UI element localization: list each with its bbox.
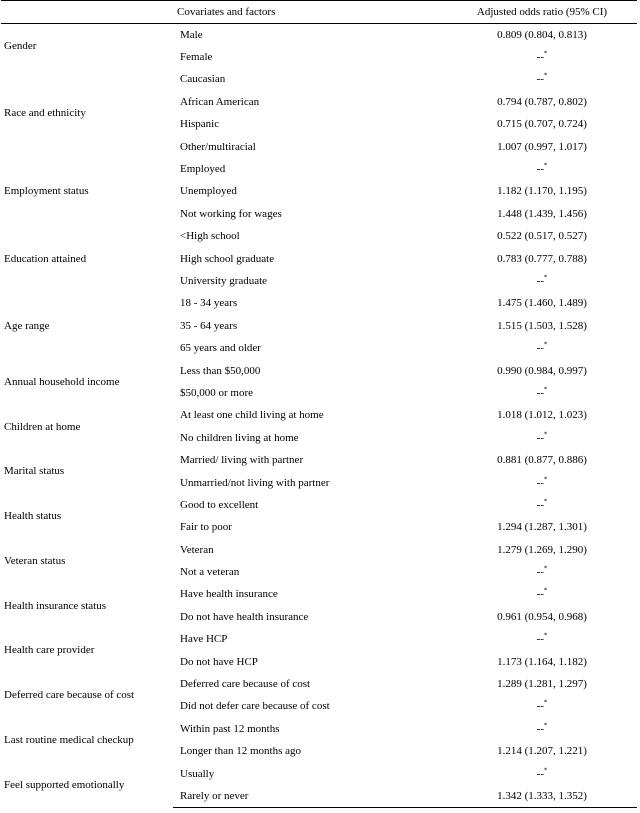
level-label: Have HCP [180,633,228,646]
adjusted-odds-ratio: 0.961 (0.954, 0.968) [497,610,587,623]
table-row [1,494,637,516]
adjusted-odds-ratio: --* [536,698,548,713]
level-label: Longer than 12 months ago [180,745,301,758]
adjusted-odds-ratio: 0.809 (0.804, 0.813) [497,28,587,41]
factor-name: Children at home [4,420,81,433]
factor-name: Race and ethnicity [4,107,86,120]
adjusted-odds-ratio: 0.990 (0.984, 0.997) [497,364,587,377]
factor-name: Gender [4,40,37,53]
adjusted-odds-ratio: --* [536,586,548,601]
table-row [1,225,637,247]
adjusted-odds-ratio: --* [536,273,548,287]
level-label: 65 years and older [180,342,261,355]
level-label: African American [180,95,260,108]
table-row [1,583,637,605]
level-label: Other/multiracial [180,140,256,153]
table-row [1,359,637,381]
factor-name: Health status [4,510,62,523]
level-label: Within past 12 months [180,722,280,735]
factor-name: Education attained [4,252,87,265]
level-label: Employed [180,163,226,176]
factor-name: Veteran status [4,554,66,567]
adjusted-odds-ratio: 1.173 (1.164, 1.182) [497,655,587,668]
adjusted-odds-ratio: --* [536,631,548,646]
level-label: Not a veteran [180,566,240,579]
level-label: Hispanic [180,118,220,131]
adjusted-odds-ratio: 1.279 (1.269, 1.290) [497,543,587,556]
table-row [1,628,637,650]
adjusted-odds-ratio: 1.182 (1.170, 1.195) [497,185,587,198]
table-header-row [1,1,637,24]
factor-name: Employment status [4,185,89,198]
adjusted-odds-ratio: --* [536,385,548,399]
odds-ratio-table [1,0,637,808]
table-row [1,449,637,471]
factor-name: Age range [4,319,50,332]
factor-name: Deferred care because of cost [4,689,135,702]
level-label: Rarely or never [173,785,447,807]
factor-name: Last routine medical checkup [4,734,134,746]
adjusted-odds-ratio: --* [536,474,548,489]
adjusted-odds-ratio: 1.448 (1.439, 1.456) [497,207,587,220]
factor-name: Feel supported emotionally [4,778,125,791]
factor-name: Annual household income [4,375,120,388]
level-label: High school graduate [180,252,275,265]
factor-name: Marital status [4,465,65,478]
table-row [1,673,637,695]
level-label: 18 - 34 years [180,297,238,310]
adjusted-odds-ratio: 0.881 (0.877, 0.886) [497,454,587,467]
adjusted-odds-ratio: 1.342 (1.333, 1.352) [447,785,637,807]
table-row [1,24,637,46]
factor-name: Health care provider [4,644,95,657]
adjusted-odds-ratio: --* [536,49,548,64]
table-row [1,538,637,560]
level-label: Less than $50,000 [180,364,261,377]
table-row [1,404,637,426]
header-factor [1,1,173,24]
adjusted-odds-ratio: --* [536,497,548,511]
level-label: <High school [180,230,240,243]
table-row [1,292,637,314]
level-label: Fair to poor [180,521,232,534]
adjusted-odds-ratio: 1.007 (0.997, 1.017) [497,140,587,153]
adjusted-odds-ratio: --* [536,564,548,579]
level-label: Usually [180,767,215,780]
level-label: Did not defer care because of cost [180,700,330,713]
adjusted-odds-ratio: 1.475 (1.460, 1.489) [497,297,587,310]
level-label: Do not have health insurance [180,610,309,623]
level-label: Veteran [180,543,214,556]
table-body [1,24,637,808]
factor-name: Health insurance status [4,599,107,612]
adjusted-odds-ratio: --* [536,430,548,444]
table-row [1,762,637,784]
level-label: No children living at home [180,431,299,444]
adjusted-odds-ratio: 0.783 (0.777, 0.788) [497,252,587,265]
table-row [1,158,637,180]
adjusted-odds-ratio: 1.515 (1.503, 1.528) [497,319,587,332]
level-label: Do not have HCP [180,655,258,668]
adjusted-odds-ratio: --* [536,161,548,176]
level-label: $50,000 or more [180,386,254,399]
adjusted-odds-ratio: --* [536,340,548,355]
adjusted-odds-ratio: 1.294 (1.287, 1.301) [497,521,587,534]
table-row [1,68,637,90]
level-label: Caucasian [180,73,226,86]
adjusted-odds-ratio: --* [536,721,548,735]
level-label: Married/ living with partner [180,454,304,467]
header-adjusted-odds-ratio: Adjusted odds ratio (95% CI) [447,1,637,24]
adjusted-odds-ratio: 1.018 (1.012, 1.023) [497,409,587,422]
level-label: University graduate [180,274,268,287]
level-label: Male [180,28,203,41]
adjusted-odds-ratio: 1.214 (1.207, 1.221) [497,745,587,758]
level-label: 35 - 64 years [180,319,238,332]
level-label: At least one child living at home [180,409,324,422]
level-label: Female [180,51,213,64]
adjusted-odds-ratio: 0.715 (0.707, 0.724) [497,118,587,131]
adjusted-odds-ratio: 0.522 (0.517, 0.527) [497,230,587,243]
level-label: Deferred care because of cost [180,678,311,691]
adjusted-odds-ratio: 1.289 (1.281, 1.297) [497,678,587,691]
level-label: Good to excellent [180,498,259,511]
level-label: Have health insurance [180,588,278,601]
adjusted-odds-ratio: --* [536,71,548,86]
table-row [1,718,637,740]
level-label: Unemployed [180,185,237,198]
adjusted-odds-ratio: --* [536,765,548,780]
level-label: Not working for wages [180,207,282,220]
adjusted-odds-ratio: 0.794 (0.787, 0.802) [497,95,587,108]
level-label: Unmarried/not living with partner [180,476,330,489]
header-covariates: Covariates and factors [173,1,447,24]
